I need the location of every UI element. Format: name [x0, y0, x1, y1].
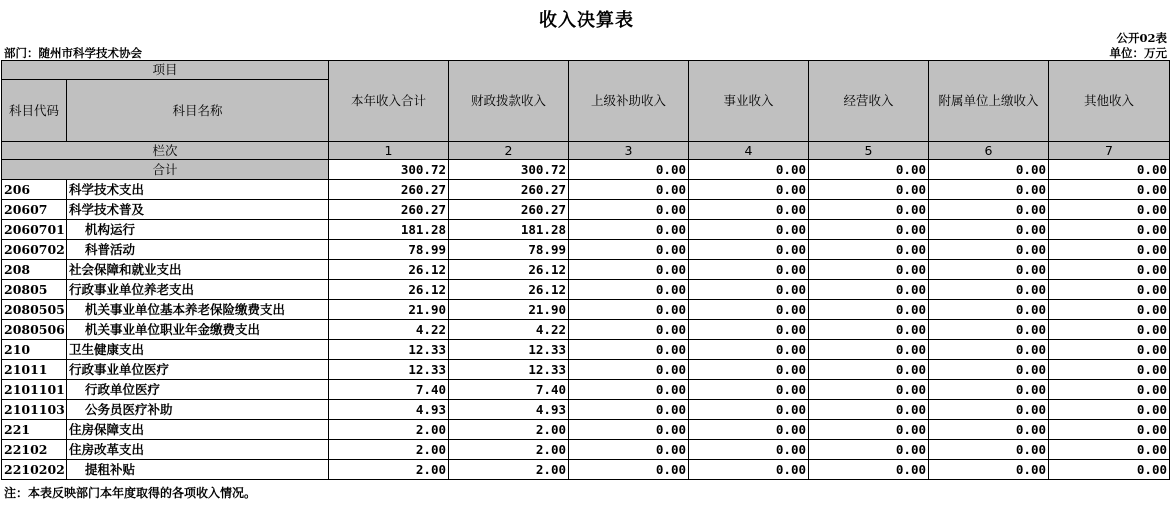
amount-cell: 0.00	[569, 380, 689, 400]
amount-cell: 0.00	[1049, 420, 1170, 440]
subject-name: 行政单位医疗	[67, 380, 329, 400]
header-name: 科目名称	[67, 80, 329, 142]
total-row	[2, 160, 1170, 180]
amount-cell: 4.93	[449, 400, 569, 420]
col-index: 2	[449, 142, 569, 160]
subject-code: 208	[2, 260, 67, 280]
col-index-label: 栏次	[2, 142, 329, 160]
amount-cell: 26.12	[449, 280, 569, 300]
amount-cell: 0.00	[809, 240, 929, 260]
amount-cell: 0.00	[1049, 360, 1170, 380]
total-label: 合计	[2, 160, 329, 180]
amount-cell: 0.00	[1049, 380, 1170, 400]
amount-cell: 0.00	[929, 180, 1049, 200]
subject-name: 机关事业单位职业年金缴费支出	[67, 320, 329, 340]
amount-cell: 0.00	[689, 200, 809, 220]
amount-cell: 0.00	[929, 220, 1049, 240]
amount-cell: 26.12	[449, 260, 569, 280]
table-row	[2, 380, 1170, 400]
amount-cell: 0.00	[689, 440, 809, 460]
table-row	[2, 460, 1170, 480]
amount-cell: 0.00	[569, 280, 689, 300]
subject-name: 住房保障支出	[67, 420, 329, 440]
col-index: 3	[569, 142, 689, 160]
report-title: 收入决算表	[539, 10, 634, 31]
amount-cell: 0.00	[569, 460, 689, 480]
amount-cell: 26.12	[329, 280, 449, 300]
amount-cell: 4.93	[329, 400, 449, 420]
table-row	[2, 180, 1170, 200]
table-row	[2, 340, 1170, 360]
amount-cell: 0.00	[689, 180, 809, 200]
amount-cell: 0.00	[809, 360, 929, 380]
subject-name: 机构运行	[67, 220, 329, 240]
amount-cell: 0.00	[569, 320, 689, 340]
amount-cell: 0.00	[929, 200, 1049, 220]
amount-cell: 0.00	[809, 420, 929, 440]
subject-name: 科学技术支出	[67, 180, 329, 200]
amount-cell: 181.28	[449, 220, 569, 240]
header-row-1	[2, 61, 1170, 80]
amount-cell: 0.00	[569, 260, 689, 280]
subject-code: 2101103	[2, 400, 67, 420]
subject-code: 20607	[2, 200, 67, 220]
amount-cell: 0.00	[929, 260, 1049, 280]
total-value: 0.00	[689, 160, 809, 180]
amount-cell: 0.00	[929, 340, 1049, 360]
amount-cell: 2.00	[449, 420, 569, 440]
subject-code: 2210202	[2, 460, 67, 480]
subject-code: 2101101	[2, 380, 67, 400]
amount-cell: 26.12	[329, 260, 449, 280]
amount-cell: 0.00	[689, 340, 809, 360]
amount-cell: 0.00	[809, 220, 929, 240]
amount-cell: 12.33	[449, 340, 569, 360]
total-value: 0.00	[569, 160, 689, 180]
amount-cell: 0.00	[929, 400, 1049, 420]
amount-cell: 0.00	[929, 460, 1049, 480]
amount-cell: 0.00	[1049, 440, 1170, 460]
amount-cell: 0.00	[809, 260, 929, 280]
amount-cell: 2.00	[449, 460, 569, 480]
amount-cell: 0.00	[1049, 460, 1170, 480]
subject-name: 住房改革支出	[67, 440, 329, 460]
amount-cell: 0.00	[689, 380, 809, 400]
header-col-5: 经营收入	[809, 61, 929, 142]
header-col-7: 其他收入	[1049, 61, 1170, 142]
table-row	[2, 360, 1170, 380]
amount-cell: 0.00	[809, 320, 929, 340]
subject-name: 公务员医疗补助	[67, 400, 329, 420]
amount-cell: 0.00	[1049, 200, 1170, 220]
amount-cell: 0.00	[1049, 400, 1170, 420]
amount-cell: 0.00	[809, 340, 929, 360]
amount-cell: 260.27	[329, 200, 449, 220]
subject-code: 2060702	[2, 240, 67, 260]
amount-cell: 21.90	[449, 300, 569, 320]
table-row	[2, 260, 1170, 280]
amount-cell: 0.00	[809, 180, 929, 200]
table-row	[2, 280, 1170, 300]
amount-cell: 12.33	[329, 340, 449, 360]
table-row	[2, 440, 1170, 460]
subject-code: 20805	[2, 280, 67, 300]
amount-cell: 78.99	[449, 240, 569, 260]
amount-cell: 0.00	[1049, 260, 1170, 280]
table-row	[2, 220, 1170, 240]
header-col-3: 上级补助收入	[569, 61, 689, 142]
table-row	[2, 400, 1170, 420]
amount-cell: 0.00	[569, 200, 689, 220]
amount-cell: 0.00	[1049, 180, 1170, 200]
amount-cell: 7.40	[329, 380, 449, 400]
amount-cell: 0.00	[569, 220, 689, 240]
total-value: 0.00	[1049, 160, 1170, 180]
header-code: 科目代码	[2, 80, 67, 142]
amount-cell: 181.28	[329, 220, 449, 240]
column-index-row	[2, 142, 1170, 160]
total-value: 300.72	[449, 160, 569, 180]
amount-cell: 0.00	[809, 380, 929, 400]
subject-code: 210	[2, 340, 67, 360]
amount-cell: 260.27	[449, 180, 569, 200]
amount-cell: 2.00	[329, 440, 449, 460]
col-index: 6	[929, 142, 1049, 160]
footnote: 注：本表反映部门本年度取得的各项收入情况。	[4, 486, 257, 500]
amount-cell: 0.00	[929, 320, 1049, 340]
amount-cell: 0.00	[689, 320, 809, 340]
amount-cell: 21.90	[329, 300, 449, 320]
amount-cell: 0.00	[689, 420, 809, 440]
subject-name: 科普活动	[67, 240, 329, 260]
amount-cell: 0.00	[809, 200, 929, 220]
subject-name: 社会保障和就业支出	[67, 260, 329, 280]
amount-cell: 0.00	[1049, 220, 1170, 240]
amount-cell: 0.00	[929, 300, 1049, 320]
subject-code: 2080506	[2, 320, 67, 340]
subject-code: 22102	[2, 440, 67, 460]
amount-cell: 0.00	[569, 420, 689, 440]
amount-cell: 0.00	[809, 440, 929, 460]
amount-cell: 0.00	[689, 280, 809, 300]
amount-cell: 0.00	[809, 300, 929, 320]
subject-code: 221	[2, 420, 67, 440]
total-value: 0.00	[809, 160, 929, 180]
subject-name: 行政事业单位医疗	[67, 360, 329, 380]
amount-cell: 260.27	[449, 200, 569, 220]
amount-cell: 0.00	[809, 460, 929, 480]
amount-cell: 0.00	[689, 240, 809, 260]
amount-cell: 0.00	[689, 220, 809, 240]
amount-cell: 0.00	[809, 280, 929, 300]
amount-cell: 2.00	[449, 440, 569, 460]
table-row	[2, 320, 1170, 340]
header-col-1: 本年收入合计	[329, 61, 449, 142]
department-label: 部门：随州市科学技术协会	[4, 46, 142, 60]
amount-cell: 12.33	[449, 360, 569, 380]
amount-cell: 0.00	[689, 400, 809, 420]
amount-cell: 4.22	[449, 320, 569, 340]
amount-cell: 4.22	[329, 320, 449, 340]
subject-name: 提租补贴	[67, 460, 329, 480]
amount-cell: 0.00	[689, 300, 809, 320]
amount-cell: 12.33	[329, 360, 449, 380]
amount-cell: 0.00	[1049, 240, 1170, 260]
col-index: 7	[1049, 142, 1170, 160]
amount-cell: 78.99	[329, 240, 449, 260]
amount-cell: 0.00	[929, 440, 1049, 460]
subject-code: 2080505	[2, 300, 67, 320]
amount-cell: 0.00	[929, 380, 1049, 400]
amount-cell: 0.00	[569, 440, 689, 460]
amount-cell: 2.00	[329, 420, 449, 440]
subject-code: 2060701	[2, 220, 67, 240]
amount-cell: 0.00	[689, 360, 809, 380]
amount-cell: 0.00	[1049, 300, 1170, 320]
amount-cell: 7.40	[449, 380, 569, 400]
amount-cell: 0.00	[929, 240, 1049, 260]
col-index: 5	[809, 142, 929, 160]
header-col-4: 事业收入	[689, 61, 809, 142]
amount-cell: 0.00	[689, 460, 809, 480]
amount-cell: 0.00	[569, 360, 689, 380]
subject-name: 卫生健康支出	[67, 340, 329, 360]
amount-cell: 0.00	[569, 340, 689, 360]
amount-cell: 0.00	[569, 240, 689, 260]
header-item: 项目	[2, 61, 329, 80]
col-index: 1	[329, 142, 449, 160]
table-row	[2, 240, 1170, 260]
amount-cell: 260.27	[329, 180, 449, 200]
amount-cell: 0.00	[569, 400, 689, 420]
subject-code: 21011	[2, 360, 67, 380]
amount-cell: 0.00	[569, 300, 689, 320]
header-col-6: 附属单位上缴收入	[929, 61, 1049, 142]
total-value: 0.00	[929, 160, 1049, 180]
amount-cell: 0.00	[929, 360, 1049, 380]
table-row	[2, 300, 1170, 320]
table-row	[2, 420, 1170, 440]
income-table	[1, 60, 1170, 480]
amount-cell: 0.00	[1049, 280, 1170, 300]
amount-cell: 2.00	[329, 460, 449, 480]
unit-label: 单位：万元	[1109, 46, 1167, 60]
subject-code: 206	[2, 180, 67, 200]
total-value: 300.72	[329, 160, 449, 180]
subject-name: 科学技术普及	[67, 200, 329, 220]
header-col-2: 财政拨款收入	[449, 61, 569, 142]
subject-name: 行政事业单位养老支出	[67, 280, 329, 300]
subject-name: 机关事业单位基本养老保险缴费支出	[67, 300, 329, 320]
table-row	[2, 200, 1170, 220]
amount-cell: 0.00	[929, 420, 1049, 440]
amount-cell: 0.00	[569, 180, 689, 200]
amount-cell: 0.00	[809, 400, 929, 420]
form-code: 公开02表	[1116, 31, 1167, 45]
amount-cell: 0.00	[1049, 340, 1170, 360]
col-index: 4	[689, 142, 809, 160]
amount-cell: 0.00	[689, 260, 809, 280]
amount-cell: 0.00	[929, 280, 1049, 300]
amount-cell: 0.00	[1049, 320, 1170, 340]
